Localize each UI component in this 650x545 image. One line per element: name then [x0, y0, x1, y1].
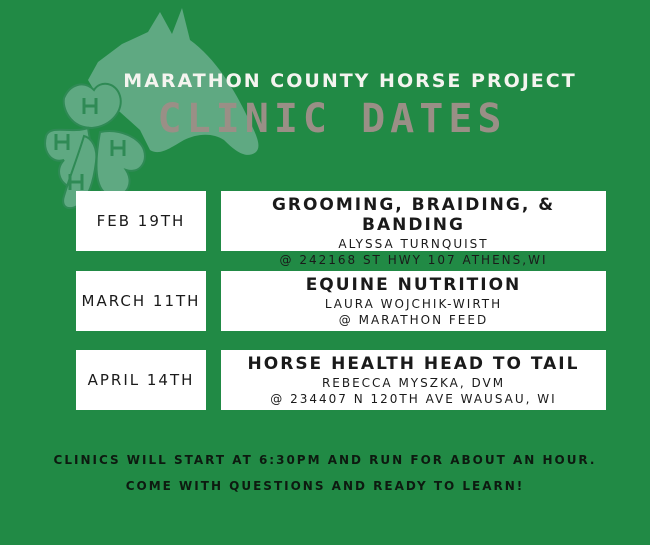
- clinic-topic: EQUINE NUTRITION: [305, 275, 522, 295]
- clinic-row: [76, 350, 606, 410]
- clinic-presenter: REBECCA MYSZKA, DVM: [321, 376, 506, 390]
- clinic-date: APRIL 14TH: [76, 350, 206, 410]
- clinic-location: @ MARATHON FEED: [338, 313, 489, 327]
- page-title: CLINIC DATES: [157, 96, 507, 142]
- clinic-location: @ 234407 N 120TH AVE WAUSAU, WI: [270, 392, 557, 406]
- clinic-row: [76, 271, 606, 331]
- organization-name: MARATHON COUNTY HORSE PROJECT: [123, 70, 577, 92]
- clinic-info: [221, 191, 606, 267]
- clinic-location: @ 242168 ST HWY 107 ATHENS,WI: [279, 253, 548, 267]
- clinic-presenter: LAURA WOJCHIK-WIRTH: [324, 297, 503, 311]
- clinic-topic: GROOMING, BRAIDING, & BANDING: [271, 195, 556, 235]
- footer-line: CLINICS WILL START AT 6:30PM AND RUN FOR ABOUT AN HOUR.: [53, 453, 597, 467]
- clinic-date: MARCH 11TH: [76, 271, 206, 331]
- clinic-topic: HORSE HEALTH HEAD TO TAIL: [247, 354, 580, 374]
- clinic-info: [221, 271, 606, 331]
- clinic-presenter: ALYSSA TURNQUIST: [338, 237, 489, 251]
- clinic-row: [76, 191, 606, 267]
- clinic-date: FEB 19TH: [76, 191, 206, 251]
- footer-line: COME WITH QUESTIONS AND READY TO LEARN!: [125, 479, 525, 493]
- clinic-info: [221, 350, 606, 410]
